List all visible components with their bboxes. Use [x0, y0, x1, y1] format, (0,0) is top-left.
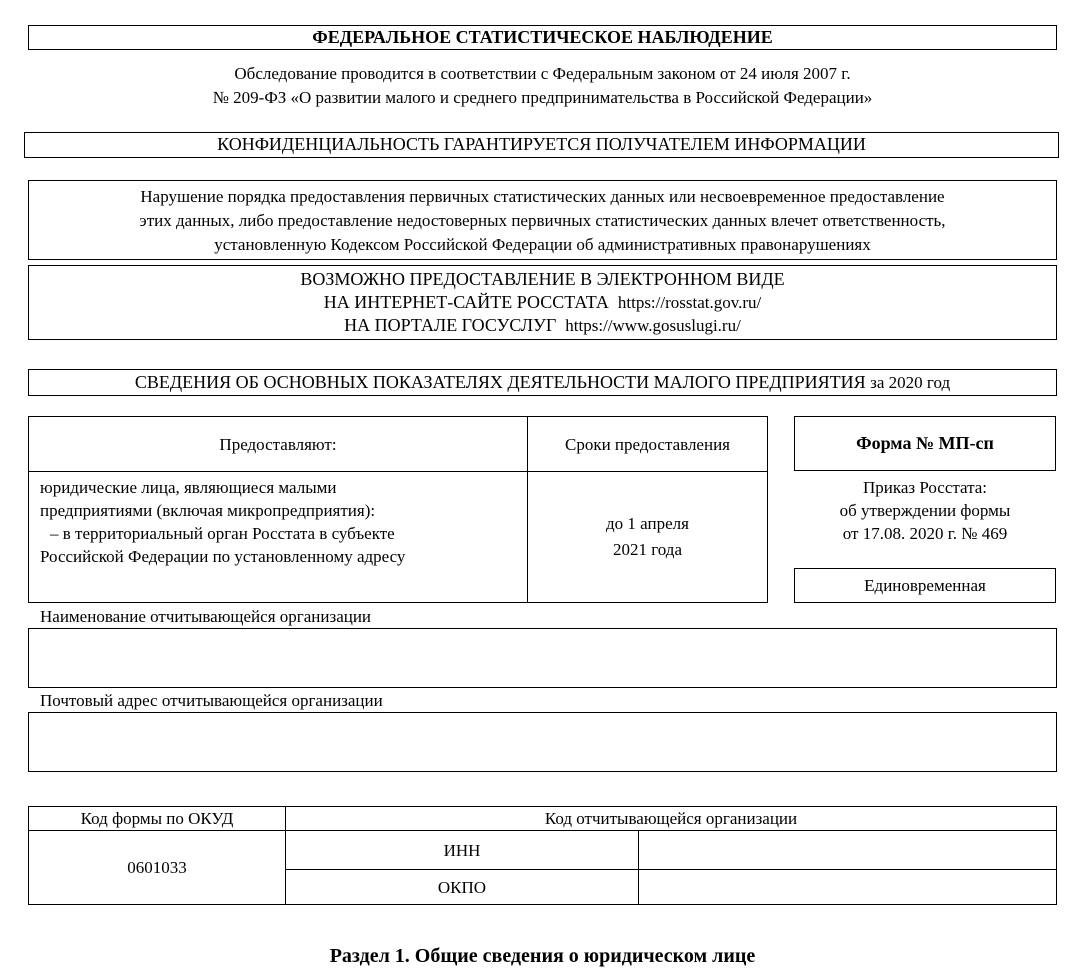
deadline-header: Сроки предоставления — [528, 417, 768, 472]
order-line-3: от 17.08. 2020 г. № 469 — [842, 524, 1008, 543]
survey-title: ФЕДЕРАЛЬНОЕ СТАТИСТИЧЕСКОЕ НАБЛЮДЕНИЕ — [312, 27, 773, 47]
electronic-line-3 — [29, 314, 1056, 337]
electronic-box — [28, 265, 1057, 340]
form-number: Форма № МП-сп — [856, 433, 994, 453]
codes-table — [28, 806, 1057, 904]
submission-table — [28, 416, 768, 603]
confidentiality-text: КОНФИДЕНЦИАЛЬНОСТЬ ГАРАНТИРУЕТСЯ ПОЛУЧАТЕЛЕМ ИНФОРМАЦИИ — [217, 134, 866, 154]
warning-line-1: Нарушение порядка предоставления первичных статистических данных или несвоевременное предоставление — [140, 187, 945, 206]
org-name-label: Наименование отчитывающейся организации — [40, 607, 372, 626]
org-address-field[interactable] — [28, 712, 1057, 772]
org-code-header: Код отчитывающейся организации — [286, 807, 1057, 831]
law-line-2: № 209-ФЗ «О развитии малого и среднего предпринимательства в Российской Федерации» — [212, 88, 873, 107]
rosstat-label: НА ИНТЕРНЕТ-САЙТЕ РОССТАТА — [323, 292, 609, 312]
electronic-line-2 — [29, 291, 1056, 314]
deadline-cell: до 1 апреля 2021 года — [528, 472, 768, 603]
form-number-box — [794, 416, 1056, 471]
gosuslugi-label: НА ПОРТАЛЕ ГОСУСЛУГ — [344, 315, 557, 335]
submitters-header: Предоставляют: — [29, 417, 528, 472]
order-info — [794, 476, 1056, 545]
rosstat-link[interactable]: https://rosstat.gov.ru/ — [617, 293, 762, 312]
electronic-line-1: ВОЗМОЖНО ПРЕДОСТАВЛЕНИЕ В ЭЛЕКТРОННОМ ВИДЕ — [300, 269, 785, 289]
law-line-1: Обследование проводится в соответствии с Федеральным законом от 24 июля 2007 г. — [234, 64, 851, 83]
periodicity-box — [794, 568, 1056, 603]
org-address-label: Почтовый адрес отчитывающейся организации — [40, 691, 383, 710]
order-line-1: Приказ Росстата: — [862, 478, 988, 497]
survey-title-box — [28, 25, 1057, 50]
submitters-cell: юридические лица, являющиеся малыми предприятиями (включая микропредприятия): – в территориальный орган Росстата в субъекте Российской Федерации по установленному адресу — [29, 472, 528, 603]
report-title-year: за 2020 год — [870, 373, 951, 392]
okud-header: Код формы по ОКУД — [29, 807, 286, 831]
okpo-field[interactable] — [639, 870, 1057, 905]
periodicity: Единовременная — [864, 576, 986, 595]
report-title-box — [28, 369, 1057, 396]
warning-line-2: этих данных, либо предоставление недостоверных первичных статистических данных влечет ответственность, — [139, 211, 946, 230]
warning-line-3: установленную Кодексом Российской Федерации об административных правонарушениях — [214, 235, 871, 254]
gosuslugi-link[interactable]: https://www.gosuslugi.ru/ — [565, 316, 741, 335]
section-1-title: Раздел 1. Общие сведения о юридическом лице — [329, 945, 756, 967]
inn-label: ИНН — [286, 831, 639, 870]
inn-field[interactable] — [639, 831, 1057, 870]
order-line-2: об утверждении формы — [839, 501, 1011, 520]
okud-value: 0601033 — [29, 831, 286, 905]
confidentiality-box — [24, 132, 1059, 158]
report-title-main: СВЕДЕНИЯ ОБ ОСНОВНЫХ ПОКАЗАТЕЛЯХ ДЕЯТЕЛЬНОСТИ МАЛОГО ПРЕДПРИЯТИЯ — [134, 372, 866, 392]
warning-box — [28, 180, 1057, 260]
law-reference — [28, 62, 1057, 110]
org-name-field[interactable] — [28, 628, 1057, 688]
okpo-label: ОКПО — [286, 870, 639, 905]
